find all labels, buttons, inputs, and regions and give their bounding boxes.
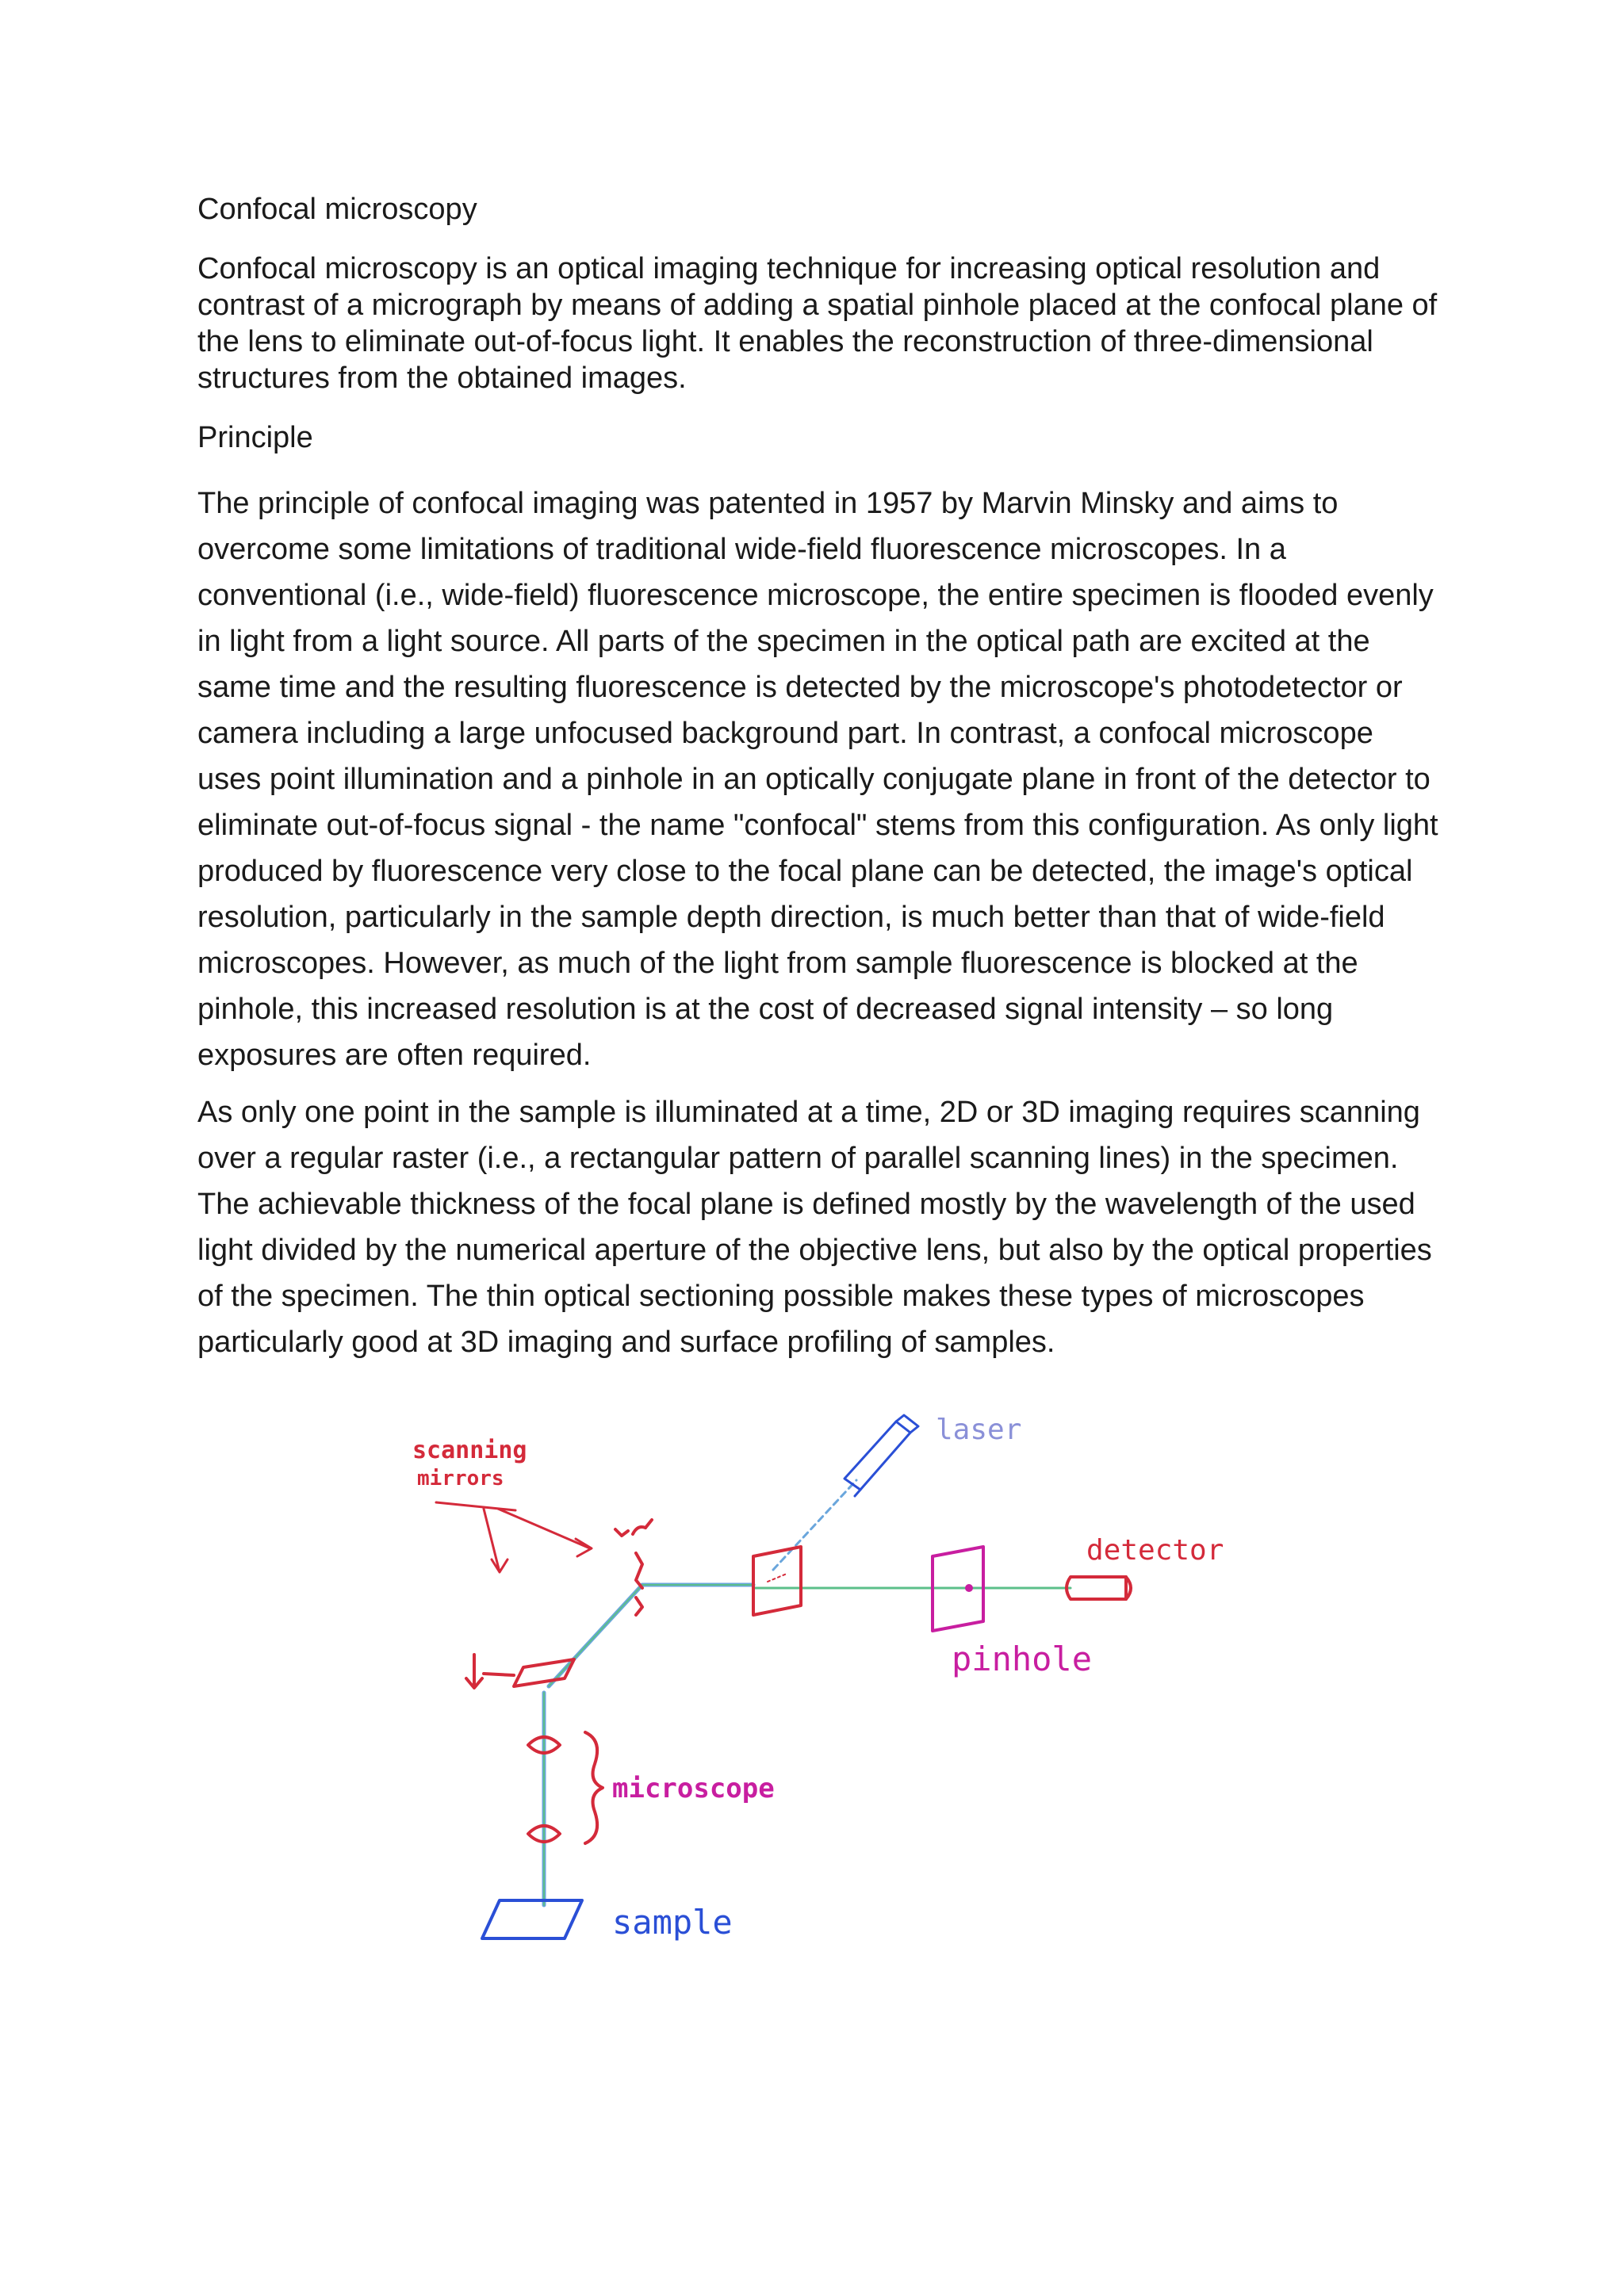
beam-splitter-icon [753,1547,801,1615]
intro-paragraph: Confocal microscopy is an optical imaging technique for increasing optical resolution and contrast of a micrograph by means of adding a spatial pinhole placed at the confocal plane of the lens to eliminate out-of-focus light. It enables the reconstruction of three-dimensional structures from the obtained images. [197,252,1438,395]
laser-icon [845,1415,918,1496]
pinhole-dot-icon [965,1584,973,1592]
scanning-mirror-top-icon [615,1520,652,1615]
label-microscope: microscope [612,1773,775,1804]
document-body [197,190,1442,1365]
beam-diagonal-inner [549,1585,642,1686]
label-laser: laser [936,1414,1022,1446]
label-scanning: scanning [412,1437,527,1464]
label-pinhole: pinhole [952,1640,1093,1678]
label-detector: detector [1086,1534,1224,1567]
document-title: Confocal microscopy [197,193,477,226]
label-mirrors: mirrors [417,1467,504,1490]
principle-paragraph-1: The principle of confocal imaging was patented in 1957 by Marvin Minsky and aims to overcome some limitations of traditional wide-field fluorescence microscopes. In a conventional (i.e., wide-field) fluorescence microscope, the entire specimen is flooded evenly in light from a light source. All parts of the specimen in the optical path are excited at the same time and the resulting fluorescence is detected by the microscope's photodetector or camera including a large unfocused background part. In contrast, a confocal microscope uses point illumination and a pinhole in an optically conjugate plane in front of the detector to eliminate out-of-focus signal - the name "confocal" stems from this configuration. As only light produced by fluorescence very close to the focal plane can be detected, the image's optical resolution, particularly in the sample depth direction, is much better than that of wide-field microscopes. However, as much of the light from sample fluorescence is blocked at the pinhole, this increased resolution is at the cost of decreased signal intensity – so long exposures are often required. [197,487,1438,1072]
microscope-brace-icon [585,1732,603,1843]
principle-paragraph-2: As only one point in the sample is illuminated at a time, 2D or 3D imaging requires scanning over a regular raster (i.e., a rectangular pattern of parallel scanning lines) in the specimen. The achievable thickness of the focal plane is defined mostly by the wavelength of the used light divided by the numerical aperture of the objective lens, but also by the optical properties of the specimen. The thin optical sectioning possible makes these types of microscopes particularly good at 3D imaging and surface profiling of samples. [197,1096,1432,1359]
scanning-mirror-left-icon [466,1655,574,1688]
section-heading: Principle [197,421,313,454]
label-sample: sample [612,1903,733,1942]
detector-icon [1067,1577,1131,1599]
confocal-diagram [381,1391,1261,1970]
scanning-arrows-icon [436,1502,592,1572]
diagram-label-scanning [412,1437,527,1490]
sample-icon [482,1900,582,1938]
beam-laser-line [773,1480,856,1570]
